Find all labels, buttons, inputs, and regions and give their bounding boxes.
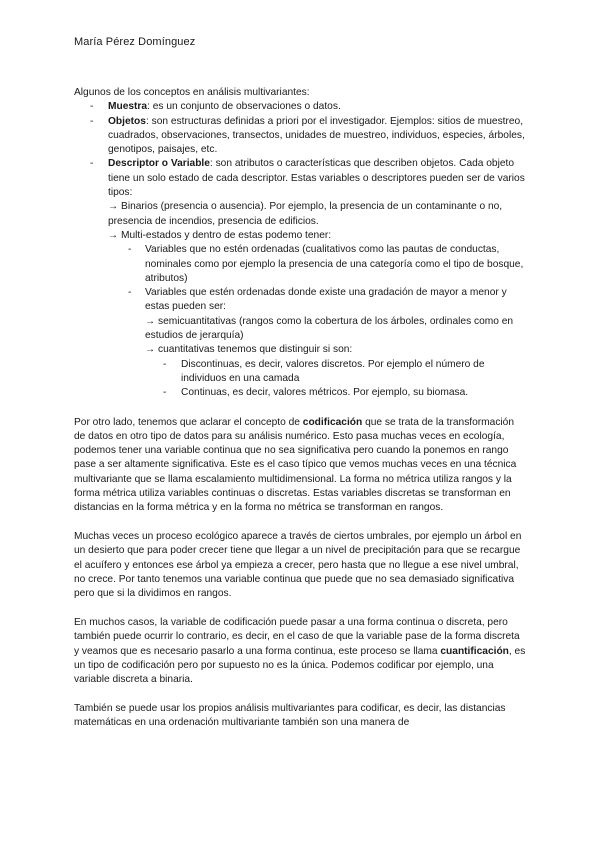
variables-no-ordenadas: - Variables que no estén ordenadas (cualitativos como las pautas de conductas, nominales como por ejemplo la presencia de una categoría como el tipo de bosque, atributos) (108, 243, 526, 286)
concept-descriptor (74, 157, 526, 400)
variables-ordenadas (108, 286, 526, 400)
concept-list (74, 100, 526, 400)
p1-pre: Por otro lado, tenemos que aclarar el concepto de (74, 416, 303, 428)
type-binarios: → Binarios (presencia o ausencia). Por ejemplo, la presencia de un contaminante o no, presencia de incendios, presencia de edificios. (108, 201, 503, 227)
term-cuantificacion: cuantificación (440, 645, 509, 657)
p3-pre: En muchos casos, la variable de codificación puede pasar a una forma continua o discreta, pero también puede ocurrir lo contrario, es decir, en el caso de que la variable pase de la forma discreta y veamos que es necesario pasarlo a una forma continua, este proceso se llama (74, 617, 520, 657)
term-codificacion: codificación (302, 416, 363, 428)
type-multiestados: → Multi-estados y dentro de estas podemo tener: (108, 229, 332, 241)
cuantitativas-list (145, 358, 526, 401)
intro-line: Algunos de los conceptos en análisis multivariantes: (74, 87, 310, 98)
type-semicuantitativas: → semicuantitativas (rangos como la cobertura de los árboles, ordinales como en estudios de jerarquía) (145, 315, 514, 342)
ordenadas-text: Variables que estén ordenadas donde existe una gradación de mayor a menor y estas pueden ser: (145, 287, 507, 313)
document-body (74, 86, 526, 731)
term-muestra: Muestra (108, 101, 148, 113)
paragraph-umbrales: Muchas veces un proceso ecológico aparece a través de ciertos umbrales, por ejemplo un árbol en un desierto que para poder crecer tiene que llegar a un nivel de precipitación para que se recargue el acuífero y entonces ese árbol ya empieza a crecer, pero hasta que no llegue a ese nivel umbral, no crece. Por tanto tenemos una variable continua que puede que no sea demasiado significativa pero que si la dividimos en rangos. (74, 531, 522, 600)
p3-post: , es un tipo de codificación pero por supuesto no es la única. Podemos codificar por ejemplo, una variable discreta a binaria. (74, 645, 526, 686)
author-header: María Pérez Domínguez (74, 36, 196, 48)
paragraph-cuantificacion (74, 616, 526, 687)
multiestados-list (108, 243, 526, 400)
p1-post: que se trata de la transformación de datos en otro tipo de datos para su análisis numérico. Esto pasa muchas veces en ecología, podemos tener una variable continua que no sea significativa pero cuando la ponemos en rango pase a ser altamente significativa. Este es el caso típico que vemos muchas veces en una técnica multivariante que se llama escalamiento multidimensional. La forma no métrica utiliza rangos y la forma métrica utiliza variables continuas o discretas. Estas variables discretas se transforman en distancias en la forma métrica y en la forma no métrica se transforman en rangos. (74, 416, 517, 514)
term-objetos: Objetos (108, 115, 146, 127)
term-descriptor: Descriptor o Variable (108, 158, 210, 170)
paragraph-analisis: También se puede usar los propios análisis multivariantes para codificar, es decir, las distancias matemáticas en una ordenación multivariante también son una manera de (74, 703, 506, 729)
type-cuantitativas: → cuantitativas tenemos que distinguir si son: (145, 344, 353, 356)
descriptor-text: : son atributos o características que describen objetos. Cada objeto tiene un solo estado de cada descriptor. Estas variables o descriptores pueden ser de varios tipos: (108, 158, 525, 199)
objetos-text: : son estructuras definidas a priori por el investigador. Ejemplos: sitios de muestreo, cuadrados, observaciones, transectos, unidades de muestreo, individuos, especies, árboles, genotipos, paisajes, etc. (108, 115, 525, 156)
paragraph-codificacion (74, 416, 526, 516)
muestra-text: : es un conjunto de observaciones o datos. (147, 101, 341, 113)
type-discontinuas: - Discontinuas, es decir, valores discretos. Por ejemplo el número de individuos en una camada (145, 358, 526, 387)
type-continuas: - Continuas, es decir, valores métricos. Por ejemplo, su biomasa. (145, 386, 526, 400)
concept-muestra (74, 100, 526, 114)
concept-objetos (74, 115, 526, 158)
